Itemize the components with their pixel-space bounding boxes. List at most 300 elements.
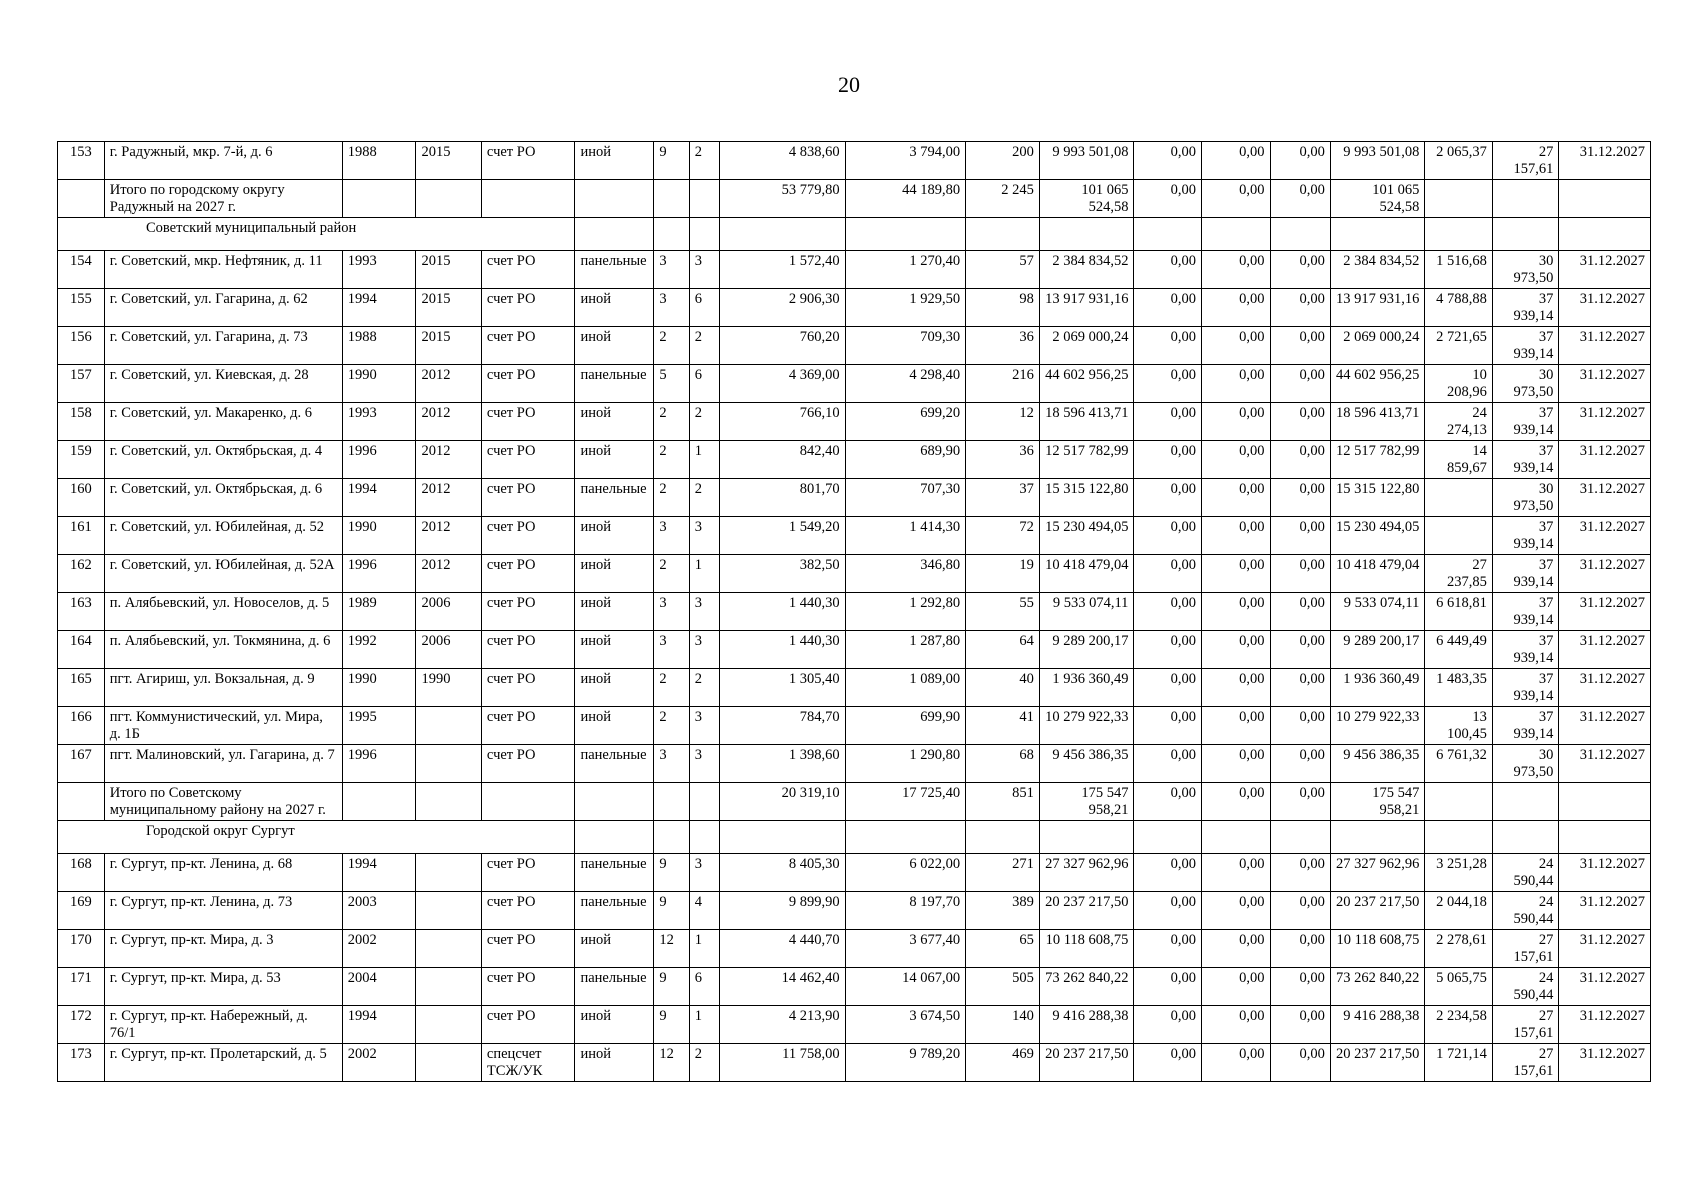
table-cell: 4: [689, 892, 719, 930]
table-cell: 0,00: [1134, 854, 1202, 892]
table-cell: 53 779,80: [719, 180, 845, 218]
table-cell: 9 899,90: [719, 892, 845, 930]
table-cell: 0,00: [1270, 142, 1330, 180]
table-cell: 44 602 956,25: [1039, 365, 1134, 403]
table-cell: 101 065 524,58: [1330, 180, 1425, 218]
table-row: [58, 289, 1651, 327]
table-cell: 14 067,00: [845, 968, 966, 1006]
table-cell: 0,00: [1134, 707, 1202, 745]
table-cell: 1 292,80: [845, 593, 966, 631]
table-cell: 2006: [416, 631, 481, 669]
table-cell: г. Советский, ул. Юбилейная, д. 52: [104, 517, 342, 555]
table-cell: [1492, 783, 1559, 821]
table-cell: 1 936 360,49: [1330, 669, 1425, 707]
table-cell: 0,00: [1270, 441, 1330, 479]
table-cell: 505: [966, 968, 1040, 1006]
table-cell: иной: [575, 930, 654, 968]
table-cell: 1 270,40: [845, 251, 966, 289]
table-cell: 2012: [416, 517, 481, 555]
table-row: [58, 517, 1651, 555]
table-cell: [416, 1006, 481, 1044]
table-cell: [416, 892, 481, 930]
table-cell: 12: [654, 930, 689, 968]
table-cell: 9 789,20: [845, 1044, 966, 1082]
table-cell: 0,00: [1134, 930, 1202, 968]
table-cell: [416, 854, 481, 892]
table-cell: г. Радужный, мкр. 7-й, д. 6: [104, 142, 342, 180]
table-cell: г. Советский, ул. Октябрьская, д. 4: [104, 441, 342, 479]
table-cell: 31.12.2027: [1559, 1006, 1651, 1044]
table-cell: счет РО: [481, 517, 575, 555]
table-cell: 3: [689, 854, 719, 892]
table-cell: 1 287,80: [845, 631, 966, 669]
table-cell: 5: [654, 365, 689, 403]
table-cell: 73 262 840,22: [1330, 968, 1425, 1006]
table-cell: 10 418 479,04: [1039, 555, 1134, 593]
table-cell: иной: [575, 289, 654, 327]
table-cell: 31.12.2027: [1559, 745, 1651, 783]
table-cell: 699,90: [845, 707, 966, 745]
table-cell: 57: [966, 251, 1040, 289]
table-cell: 0,00: [1134, 1044, 1202, 1082]
table-cell: 0,00: [1201, 854, 1270, 892]
table-cell: [416, 180, 481, 218]
table-cell: 9 416 288,38: [1330, 1006, 1425, 1044]
table-cell: 159: [58, 441, 105, 479]
table-cell: 2 044,18: [1425, 892, 1493, 930]
table-cell: панельные: [575, 892, 654, 930]
table-cell: иной: [575, 1044, 654, 1082]
table-cell: 27 157,61: [1492, 1006, 1559, 1044]
table-cell: 31.12.2027: [1559, 968, 1651, 1006]
table-cell: 160: [58, 479, 105, 517]
table-cell: 842,40: [719, 441, 845, 479]
table-cell: иной: [575, 327, 654, 365]
table-cell: 27 237,85: [1425, 555, 1493, 593]
table-cell: [1201, 821, 1270, 854]
table-cell: [966, 821, 1040, 854]
table-cell: 6: [689, 968, 719, 1006]
table-cell: 2015: [416, 251, 481, 289]
table-cell: г. Сургут, пр-кт. Ленина, д. 68: [104, 854, 342, 892]
table-cell: г. Советский, ул. Киевская, д. 28: [104, 365, 342, 403]
table-row: [58, 251, 1651, 289]
table-cell: 2012: [416, 479, 481, 517]
table-cell: 0,00: [1270, 555, 1330, 593]
table-cell: 9 533 074,11: [1039, 593, 1134, 631]
table-cell: 31.12.2027: [1559, 142, 1651, 180]
table-cell: 37 939,14: [1492, 327, 1559, 365]
table-cell: 2 069 000,24: [1039, 327, 1134, 365]
table-cell: 0,00: [1134, 517, 1202, 555]
table-cell: 169: [58, 892, 105, 930]
table-cell: 8 197,70: [845, 892, 966, 930]
table-cell: [575, 218, 654, 251]
table-cell: 31.12.2027: [1559, 289, 1651, 327]
table-cell: 10 118 608,75: [1330, 930, 1425, 968]
table-cell: 15 315 122,80: [1039, 479, 1134, 517]
table-cell: [575, 180, 654, 218]
table-cell: 0,00: [1270, 365, 1330, 403]
table-cell: 0,00: [1134, 968, 1202, 1006]
table-cell: [845, 218, 966, 251]
table-cell: 175 547 958,21: [1330, 783, 1425, 821]
table-cell: 0,00: [1270, 631, 1330, 669]
table-cell: панельные: [575, 854, 654, 892]
table-cell: 0,00: [1134, 441, 1202, 479]
table-cell: [1559, 180, 1651, 218]
table-row: [58, 555, 1651, 593]
table-cell: [1270, 821, 1330, 854]
table-cell: иной: [575, 707, 654, 745]
table-cell: 168: [58, 854, 105, 892]
table-cell: иной: [575, 1006, 654, 1044]
table-cell: 162: [58, 555, 105, 593]
table-cell: 1989: [342, 593, 416, 631]
table-cell: 9 533 074,11: [1330, 593, 1425, 631]
table-cell: [416, 968, 481, 1006]
table-cell: 14 859,67: [1425, 441, 1493, 479]
table-cell: 9: [654, 892, 689, 930]
table-cell: 9 993 501,08: [1039, 142, 1134, 180]
table-cell: 12 517 782,99: [1330, 441, 1425, 479]
table-cell: 0,00: [1201, 555, 1270, 593]
table-cell: 0,00: [1201, 365, 1270, 403]
table-cell: [1559, 783, 1651, 821]
table-cell: 36: [966, 327, 1040, 365]
table-cell: 31.12.2027: [1559, 517, 1651, 555]
table-cell: 2012: [416, 403, 481, 441]
table-cell: счет РО: [481, 593, 575, 631]
table-cell: 36: [966, 441, 1040, 479]
table-cell: 31.12.2027: [1559, 403, 1651, 441]
table-cell: [966, 218, 1040, 251]
section-row: [58, 821, 1651, 854]
table-cell: 2: [654, 479, 689, 517]
table-cell: 20 237 217,50: [1039, 892, 1134, 930]
table-cell: 389: [966, 892, 1040, 930]
table-cell: [1425, 821, 1493, 854]
table-cell: иной: [575, 142, 654, 180]
table-cell: 44 602 956,25: [1330, 365, 1425, 403]
table-cell: 8 405,30: [719, 854, 845, 892]
table-cell: 382,50: [719, 555, 845, 593]
table-cell: 2012: [416, 441, 481, 479]
table-cell: 9 456 386,35: [1330, 745, 1425, 783]
table-cell: [1330, 218, 1425, 251]
table-cell: 1994: [342, 854, 416, 892]
table-row: [58, 142, 1651, 180]
table-cell: 0,00: [1201, 403, 1270, 441]
table-cell: [481, 180, 575, 218]
table-cell: [654, 783, 689, 821]
table-cell: 20 237 217,50: [1039, 1044, 1134, 1082]
housing-repair-table: [57, 141, 1651, 1082]
table-cell: 1 929,50: [845, 289, 966, 327]
table-cell: 9 993 501,08: [1330, 142, 1425, 180]
table-row: [58, 745, 1651, 783]
table-cell: 0,00: [1270, 783, 1330, 821]
table-cell: [1270, 218, 1330, 251]
table-row: [58, 631, 1651, 669]
table-cell: [1134, 821, 1202, 854]
table-cell: [719, 218, 845, 251]
table-cell: [416, 930, 481, 968]
table-cell: 6 022,00: [845, 854, 966, 892]
table-cell: 18 596 413,71: [1039, 403, 1134, 441]
table-cell: 0,00: [1201, 593, 1270, 631]
table-cell: 0,00: [1134, 745, 1202, 783]
table-cell: 0,00: [1134, 403, 1202, 441]
table-cell: 12 517 782,99: [1039, 441, 1134, 479]
table-cell: 9 416 288,38: [1039, 1006, 1134, 1044]
table-cell: 72: [966, 517, 1040, 555]
table-cell: 0,00: [1134, 892, 1202, 930]
table-cell: 27 327 962,96: [1330, 854, 1425, 892]
table-cell: 0,00: [1134, 251, 1202, 289]
table-cell: 3: [654, 251, 689, 289]
table-cell: 9: [654, 968, 689, 1006]
table-cell: 31.12.2027: [1559, 327, 1651, 365]
table-cell: [1492, 821, 1559, 854]
table-cell: 17 725,40: [845, 783, 966, 821]
table-cell: 0,00: [1201, 441, 1270, 479]
table-cell: 0,00: [1134, 365, 1202, 403]
table-cell: 0,00: [1201, 669, 1270, 707]
table-cell: 2: [654, 327, 689, 365]
table-cell: 31.12.2027: [1559, 593, 1651, 631]
table-cell: счет РО: [481, 251, 575, 289]
table-cell: [1201, 218, 1270, 251]
table-cell: 4 838,60: [719, 142, 845, 180]
section-title: Городской округ Сургут: [58, 821, 575, 854]
table-cell: 2002: [342, 930, 416, 968]
table-cell: [1492, 218, 1559, 251]
table-cell: 2006: [416, 593, 481, 631]
table-cell: 346,80: [845, 555, 966, 593]
table-cell: 0,00: [1201, 930, 1270, 968]
table-cell: 469: [966, 1044, 1040, 1082]
table-cell: 55: [966, 593, 1040, 631]
table-cell: 161: [58, 517, 105, 555]
table-cell: г. Сургут, пр-кт. Мира, д. 53: [104, 968, 342, 1006]
table-cell: 24 590,44: [1492, 854, 1559, 892]
table-cell: 101 065 524,58: [1039, 180, 1134, 218]
table-cell: 0,00: [1134, 180, 1202, 218]
table-cell: 170: [58, 930, 105, 968]
table-cell: [58, 180, 105, 218]
table-cell: [689, 180, 719, 218]
table-cell: 0,00: [1270, 669, 1330, 707]
table-row: [58, 479, 1651, 517]
table-cell: 271: [966, 854, 1040, 892]
table-cell: 0,00: [1270, 479, 1330, 517]
table-cell: иной: [575, 631, 654, 669]
table-cell: 2 065,37: [1425, 142, 1493, 180]
table-cell: [416, 1044, 481, 1082]
table-cell: 140: [966, 1006, 1040, 1044]
table-cell: 1996: [342, 745, 416, 783]
section-row: [58, 218, 1651, 251]
table-cell: 4 440,70: [719, 930, 845, 968]
table-cell: иной: [575, 441, 654, 479]
table-cell: г. Сургут, пр-кт. Мира, д. 3: [104, 930, 342, 968]
table-cell: [1330, 821, 1425, 854]
table-cell: 6 618,81: [1425, 593, 1493, 631]
table-cell: [689, 218, 719, 251]
table-cell: 3 674,50: [845, 1006, 966, 1044]
table-cell: 707,30: [845, 479, 966, 517]
table-cell: 2004: [342, 968, 416, 1006]
table-cell: 3: [689, 593, 719, 631]
table-cell: 2002: [342, 1044, 416, 1082]
table-cell: 10 279 922,33: [1330, 707, 1425, 745]
table-cell: [654, 218, 689, 251]
table-cell: счет РО: [481, 289, 575, 327]
table-cell: Итого по Советскому муниципальному району на 2027 г.: [104, 783, 342, 821]
table-cell: 30 973,50: [1492, 479, 1559, 517]
table-cell: 0,00: [1134, 669, 1202, 707]
table-cell: 2 384 834,52: [1039, 251, 1134, 289]
table-cell: счет РО: [481, 892, 575, 930]
table-cell: панельные: [575, 968, 654, 1006]
table-cell: 2: [689, 142, 719, 180]
table-cell: [1425, 479, 1493, 517]
table-cell: иной: [575, 593, 654, 631]
table-cell: 6: [689, 289, 719, 327]
table-cell: 1: [689, 1006, 719, 1044]
table-cell: 2015: [416, 327, 481, 365]
table-cell: 31.12.2027: [1559, 631, 1651, 669]
table-cell: иной: [575, 517, 654, 555]
table-cell: пгт. Агириш, ул. Вокзальная, д. 9: [104, 669, 342, 707]
table-cell: [845, 821, 966, 854]
table-cell: 2 245: [966, 180, 1040, 218]
table-cell: [1039, 821, 1134, 854]
table-cell: 40: [966, 669, 1040, 707]
table-cell: панельные: [575, 251, 654, 289]
table-cell: 0,00: [1270, 327, 1330, 365]
table-cell: 0,00: [1201, 968, 1270, 1006]
table-row: [58, 968, 1651, 1006]
table-cell: 3: [689, 517, 719, 555]
table-cell: 31.12.2027: [1559, 555, 1651, 593]
table-cell: 0,00: [1201, 745, 1270, 783]
table-cell: панельные: [575, 479, 654, 517]
table-cell: 0,00: [1201, 479, 1270, 517]
table-cell: 1 398,60: [719, 745, 845, 783]
table-cell: иной: [575, 555, 654, 593]
table-cell: 1 305,40: [719, 669, 845, 707]
table-cell: 0,00: [1270, 707, 1330, 745]
table-cell: 6: [689, 365, 719, 403]
table-cell: 31.12.2027: [1559, 854, 1651, 892]
table-cell: 1: [689, 441, 719, 479]
table-cell: 2 906,30: [719, 289, 845, 327]
table-cell: 1988: [342, 142, 416, 180]
table-cell: г. Советский, ул. Гагарина, д. 62: [104, 289, 342, 327]
table-cell: 1994: [342, 289, 416, 327]
table-cell: счет РО: [481, 441, 575, 479]
table-cell: 31.12.2027: [1559, 479, 1651, 517]
table-cell: 0,00: [1270, 1006, 1330, 1044]
table-cell: иной: [575, 669, 654, 707]
table-row: [58, 441, 1651, 479]
table-cell: 13 917 931,16: [1039, 289, 1134, 327]
table-cell: 0,00: [1201, 707, 1270, 745]
table-cell: 9 289 200,17: [1039, 631, 1134, 669]
table-cell: 37 939,14: [1492, 669, 1559, 707]
table-cell: 37 939,14: [1492, 441, 1559, 479]
total-row: [58, 180, 1651, 218]
table-cell: 37 939,14: [1492, 707, 1559, 745]
table-cell: 37 939,14: [1492, 555, 1559, 593]
table-cell: 1: [689, 930, 719, 968]
table-cell: 3: [689, 631, 719, 669]
table-cell: 2 069 000,24: [1330, 327, 1425, 365]
table-cell: 12: [966, 403, 1040, 441]
table-cell: 1 516,68: [1425, 251, 1493, 289]
table-cell: 2: [654, 555, 689, 593]
table-cell: 1996: [342, 441, 416, 479]
table-cell: 3: [654, 593, 689, 631]
table-cell: 167: [58, 745, 105, 783]
table-cell: 0,00: [1201, 327, 1270, 365]
table-cell: счет РО: [481, 327, 575, 365]
table-cell: 0,00: [1270, 854, 1330, 892]
table-cell: 4 213,90: [719, 1006, 845, 1044]
table-cell: 154: [58, 251, 105, 289]
table-cell: счет РО: [481, 365, 575, 403]
table-cell: 216: [966, 365, 1040, 403]
table-row: [58, 892, 1651, 930]
table-cell: пгт. Коммунистический, ул. Мира, д. 1Б: [104, 707, 342, 745]
table-cell: 30 973,50: [1492, 745, 1559, 783]
table-cell: счет РО: [481, 968, 575, 1006]
table-cell: 2012: [416, 555, 481, 593]
table-cell: пгт. Малиновский, ул. Гагарина, д. 7: [104, 745, 342, 783]
table-cell: 2012: [416, 365, 481, 403]
table-cell: 2003: [342, 892, 416, 930]
table-cell: [1492, 180, 1559, 218]
table-cell: 31.12.2027: [1559, 707, 1651, 745]
table-cell: 13 917 931,16: [1330, 289, 1425, 327]
table-cell: 4 788,88: [1425, 289, 1493, 327]
table-cell: 164: [58, 631, 105, 669]
table-cell: 1 936 360,49: [1039, 669, 1134, 707]
table-cell: 0,00: [1134, 479, 1202, 517]
table-cell: 9: [654, 142, 689, 180]
table-cell: 2: [654, 441, 689, 479]
table-cell: 0,00: [1270, 1044, 1330, 1082]
table-cell: 2 384 834,52: [1330, 251, 1425, 289]
table-cell: 1 414,30: [845, 517, 966, 555]
table-cell: 0,00: [1201, 251, 1270, 289]
table-cell: счет РО: [481, 707, 575, 745]
table-cell: 1 721,14: [1425, 1044, 1493, 1082]
table-cell: 0,00: [1201, 1044, 1270, 1082]
table-cell: 37 939,14: [1492, 631, 1559, 669]
table-cell: [342, 180, 416, 218]
table-cell: панельные: [575, 365, 654, 403]
table-cell: [1425, 517, 1493, 555]
table-row: [58, 930, 1651, 968]
section-title: Советский муниципальный район: [58, 218, 575, 251]
table-cell: 20 237 217,50: [1330, 892, 1425, 930]
table-cell: 24 274,13: [1425, 403, 1493, 441]
table-cell: 0,00: [1270, 251, 1330, 289]
table-cell: г. Советский, ул. Юбилейная, д. 52А: [104, 555, 342, 593]
